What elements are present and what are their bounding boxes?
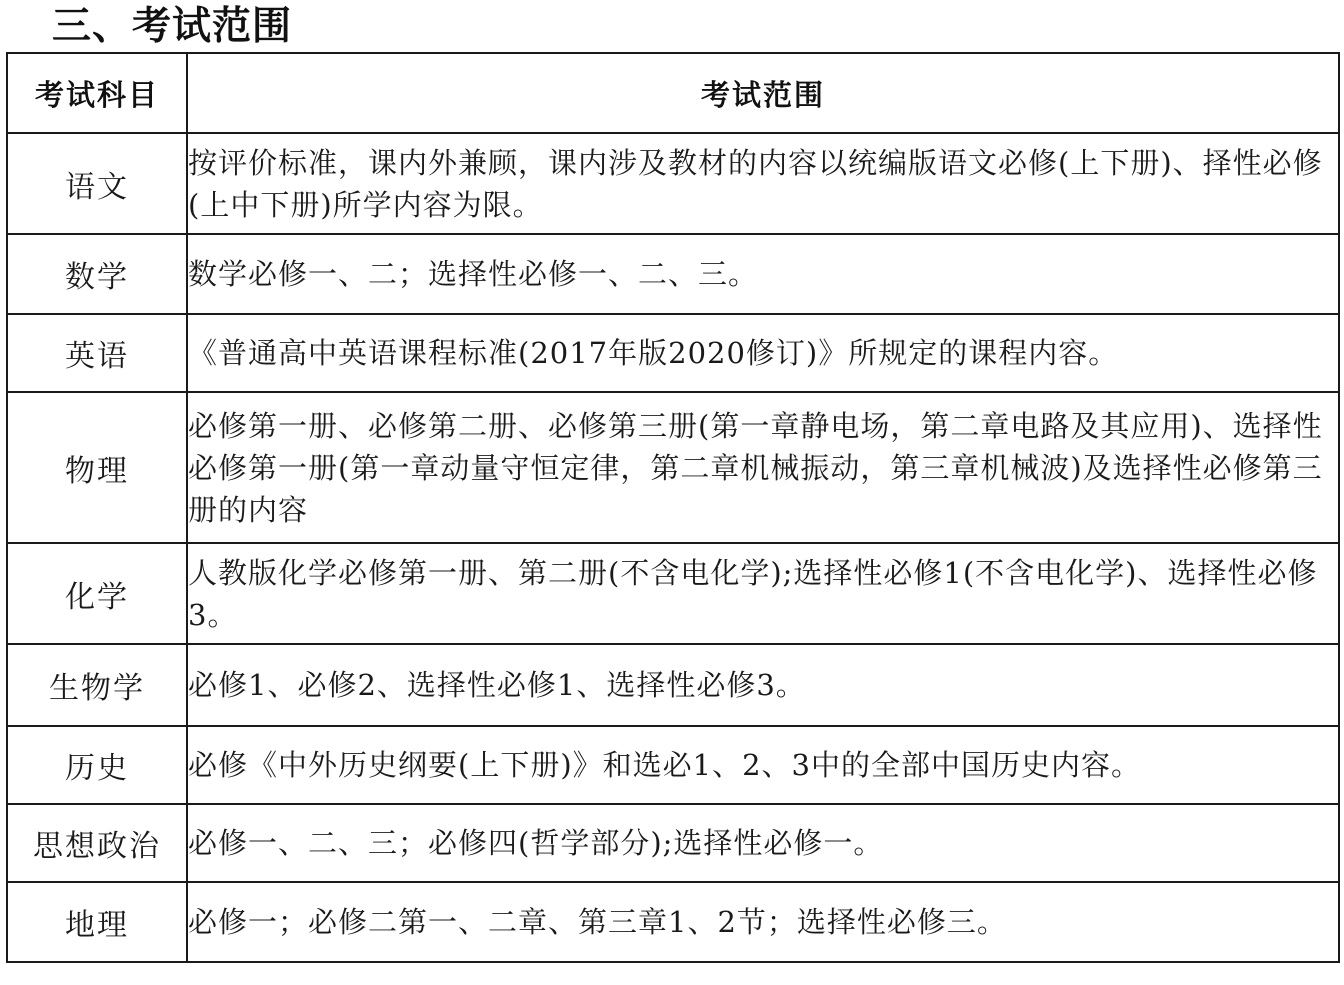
table-row: [7, 234, 1339, 314]
subject-cell: 化学: [7, 543, 187, 644]
table-row: [7, 133, 1339, 234]
table-header-row: [7, 53, 1339, 133]
scope-cell: 按评价标准，课内外兼顾，课内涉及教材的内容以统编版语文必修(上下册)、择性必修(上中下册)所学内容为限。: [187, 133, 1339, 234]
table-row: [7, 804, 1339, 882]
subject-cell: 地理: [7, 882, 187, 962]
scope-cell: 数学必修一、二；选择性必修一、二、三。: [187, 234, 1339, 314]
table-row: [7, 882, 1339, 962]
scope-cell: 必修第一册、必修第二册、必修第三册(第一章静电场，第二章电路及其应用)、选择性必修第一册(第一章动量守恒定律，第二章机械振动，第三章机械波)及选择性必修第三册的内容: [187, 392, 1339, 543]
subject-cell: 历史: [7, 726, 187, 804]
header-scope: 考试范围: [187, 53, 1339, 133]
scope-cell: 人教版化学必修第一册、第二册(不含电化学);选择性必修1(不含电化学)、选择性必修3。: [187, 543, 1339, 644]
exam-scope-table: [6, 52, 1340, 963]
header-subject: 考试科目: [7, 53, 187, 133]
subject-cell: 英语: [7, 314, 187, 392]
subject-cell: 语文: [7, 133, 187, 234]
scope-cell: 必修一；必修二第一、二章、第三章1、2节；选择性必修三。: [187, 882, 1339, 962]
subject-cell: 物理: [7, 392, 187, 543]
scope-cell: 必修1、必修2、选择性必修1、选择性必修3。: [187, 644, 1339, 726]
subject-cell: 生物学: [7, 644, 187, 726]
scope-cell: 《普通高中英语课程标准(2017年版2020修订)》所规定的课程内容。: [187, 314, 1339, 392]
table-row: [7, 543, 1339, 644]
table-row: [7, 726, 1339, 804]
table-row: [7, 644, 1339, 726]
table-row: [7, 314, 1339, 392]
scope-cell: 必修一、二、三；必修四(哲学部分);选择性必修一。: [187, 804, 1339, 882]
subject-cell: 思想政治: [7, 804, 187, 882]
subject-cell: 数学: [7, 234, 187, 314]
table-row: [7, 392, 1339, 543]
scope-cell: 必修《中外历史纲要(上下册)》和选必1、2、3中的全部中国历史内容。: [187, 726, 1339, 804]
section-title: 三、考试范围: [52, 4, 293, 49]
